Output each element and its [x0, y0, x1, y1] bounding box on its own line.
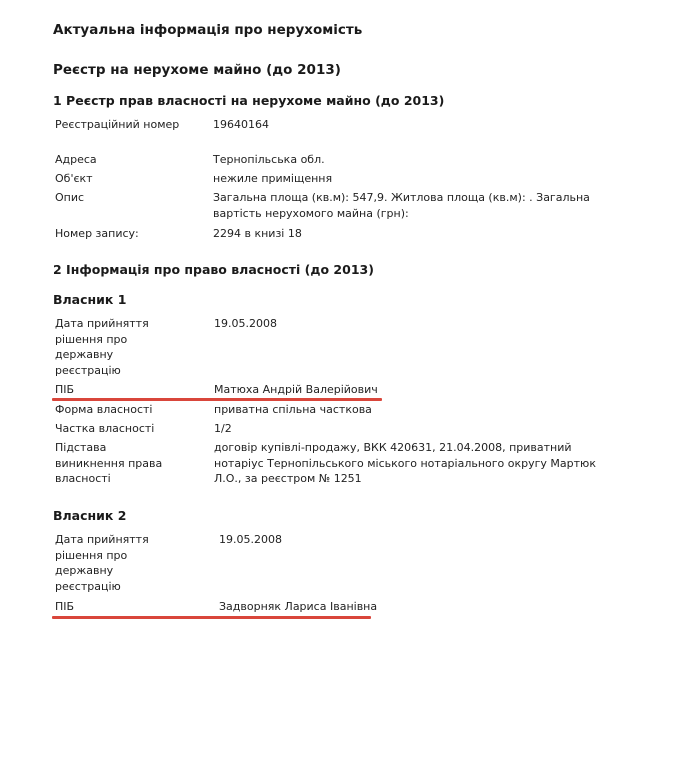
row-label: ПІБ	[55, 383, 75, 396]
row-value: нежиле приміщення	[213, 172, 333, 185]
row-value: Тернопільська обл.	[213, 153, 325, 166]
row-label: Адреса	[55, 153, 97, 166]
section1-heading: 1 Реєстр прав власності на нерухоме майно (до 2013)	[53, 93, 445, 108]
row-label: Дата прийняття рішення про державну реєстрацію	[55, 317, 149, 377]
row-value: Загальна площа (кв.м): 547,9. Житлова площа (кв.м): . Загальна вартість нерухомого майна (грн):	[213, 191, 590, 220]
row-label: Дата прийняття рішення про державну реєстрацію	[55, 533, 149, 593]
row-value: приватна спільна часткова	[214, 403, 372, 416]
row-label: Підстава виникнення права власності	[55, 441, 163, 485]
row-value: 1/2	[214, 422, 232, 435]
owner2-heading: Власник 2	[53, 508, 127, 523]
row-value: 19.05.2008	[214, 317, 277, 330]
row-label: Опис	[55, 191, 85, 204]
row-label: Об'єкт	[55, 172, 93, 185]
owner-name: Матюха Андрій Валерійович	[214, 383, 378, 396]
highlight-underline	[52, 616, 371, 619]
row-value: 19.05.2008	[219, 533, 282, 546]
row-value: договір купівлі-продажу, ВКК 420631, 21.04.2008, приватний нотаріус Тернопільського міського нотаріального округу Мартюк Л.О., за реєстром № 1251	[214, 441, 596, 485]
row-label: ПІБ	[55, 600, 75, 613]
section2-heading: 2 Інформація про право власності (до 2013)	[53, 262, 374, 277]
row-label: Номер запису:	[55, 227, 139, 240]
registry-title: Реєстр на нерухоме майно (до 2013)	[53, 62, 341, 78]
owner1-heading: Власник 1	[53, 292, 127, 307]
highlight-underline	[52, 398, 382, 401]
row-value: 2294 в книзі 18	[213, 227, 302, 240]
owner-name: Задворняк Лариса Іванівна	[219, 600, 378, 613]
row-label: Частка власності	[55, 422, 155, 435]
row-label: Реєстраційний номер	[55, 118, 180, 131]
row-label: Форма власності	[55, 403, 153, 416]
page-title: Актуальна інформація про нерухомість	[53, 22, 363, 38]
row-value: 19640164	[213, 118, 269, 131]
